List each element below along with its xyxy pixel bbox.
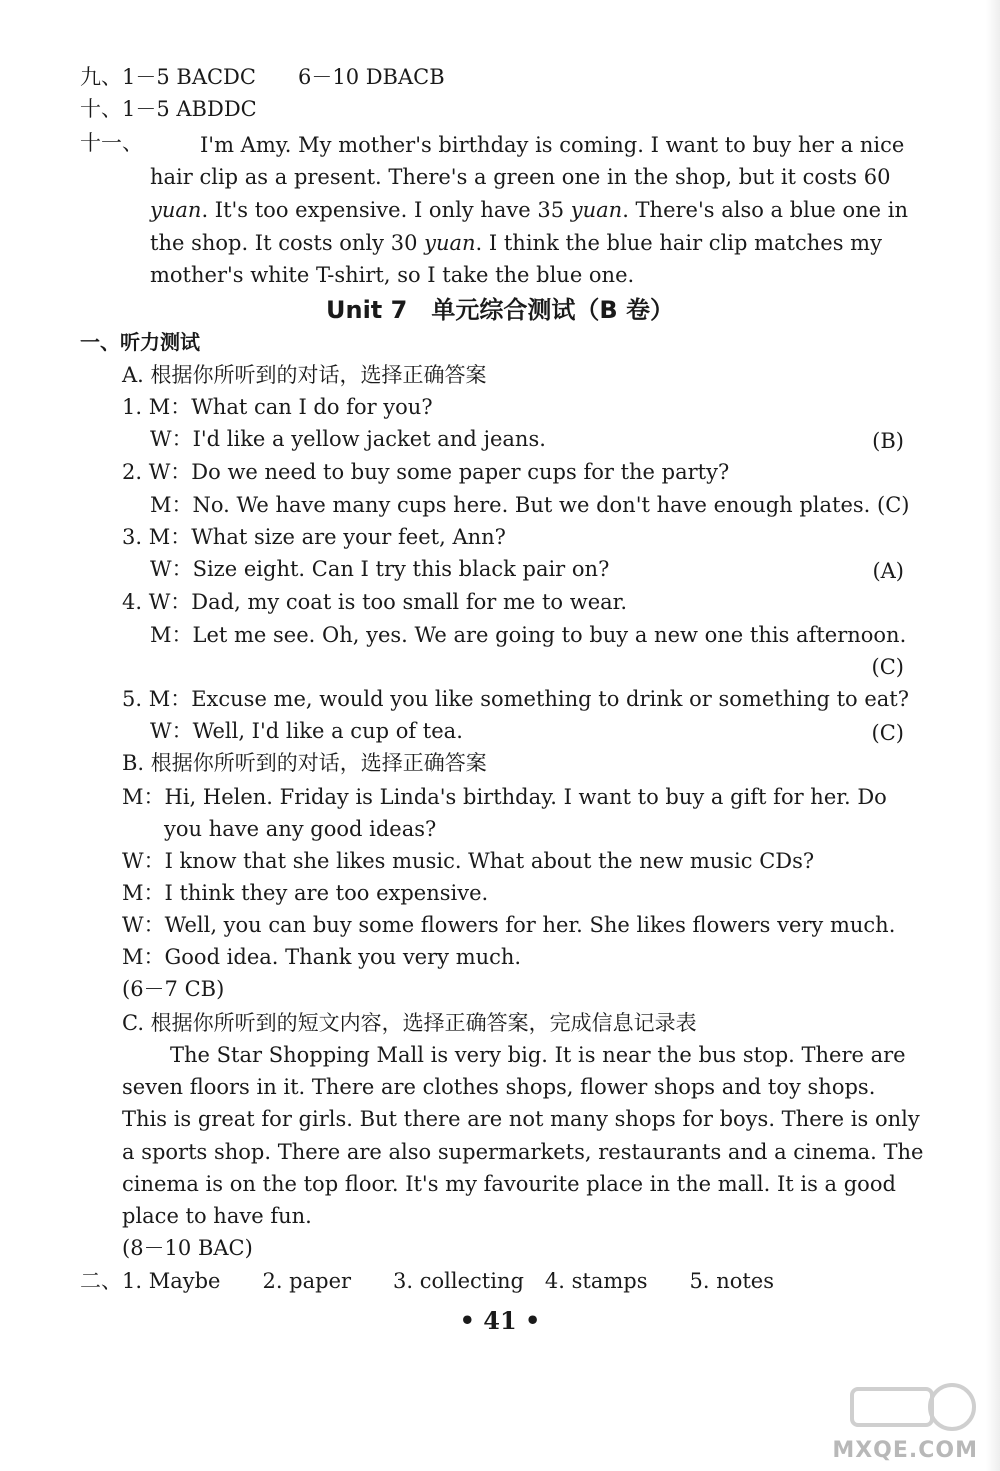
passage-text: the shop. It costs only 30 <box>150 231 425 255</box>
scan-edge-shadow <box>986 0 1000 1471</box>
part-b-answer: (6－7 CB) <box>122 977 225 1001</box>
q5-m-line: 5. M：Excuse me, would you like something to drink or something to eat? <box>122 687 909 711</box>
part-c-instruction: C. 根据你所听到的短文内容，选择正确答案，完成信息记录表 <box>122 1011 697 1035</box>
q4-m-line: M：Let me see. Oh, yes. We are going to buy a new one this afternoon. <box>150 623 907 647</box>
q5-answer: (C) <box>871 721 904 745</box>
answer-line-11-label: 十一、 <box>80 131 143 155</box>
q1-w-line: W：I'd like a yellow jacket and jeans. <box>150 427 546 451</box>
paragraph-line-1: The Star Shopping Mall is very big. It is near the bus stop. There are <box>170 1043 906 1067</box>
dialogue-line-1-cont: you have any good ideas? <box>164 817 437 841</box>
passage-text: . There's also a blue one in <box>622 198 909 222</box>
part-b-instruction: B. 根据你所听到的对话，选择正确答案 <box>122 751 487 775</box>
answer-line-10: 十、1－5 ABDDC <box>80 97 257 121</box>
italic-word: yuan <box>424 231 476 255</box>
section-listening-heading: 一、听力测试 <box>80 330 200 354</box>
italic-word: yuan <box>570 198 623 222</box>
section-two-answers: 二、1. Maybe 2. paper 3. collecting 4. stamps 5. notes <box>80 1269 775 1293</box>
q3-m-line: 3. M：What size are your feet, Ann? <box>122 525 506 549</box>
q3-w-line: W：Size eight. Can I try this black pair on? <box>150 557 610 581</box>
paragraph-line-6: place to have fun. <box>122 1204 312 1228</box>
q5-w-line: W：Well, I'd like a cup of tea. <box>150 719 463 743</box>
q1-m-line: 1. M：What can I do for you? <box>122 395 433 419</box>
dialogue-line-1: M：Hi, Helen. Friday is Linda's birthday. I want to buy a gift for her. Do <box>122 785 887 809</box>
paragraph-line-2: seven floors in it. There are clothes shops, flower shops and toy shops. <box>122 1075 876 1099</box>
paragraph-line-5: cinema is on the top floor. It's my favourite place in the mall. It is a good <box>122 1172 896 1196</box>
paragraph-line-4: a sports shop. There are also supermarkets, restaurants and a cinema. The <box>122 1140 924 1164</box>
q4-w-line: 4. W：Dad, my coat is too small for me to wear. <box>122 590 628 614</box>
q2-m-line: M：No. We have many cups here. But we don't have enough plates. (C) <box>150 493 910 517</box>
part-c-answer: (8－10 BAC) <box>122 1236 253 1260</box>
passage-line-3 <box>150 195 908 225</box>
passage-line-1: I'm Amy. My mother's birthday is coming. I want to buy her a nice <box>200 133 905 157</box>
q1-answer: (B) <box>872 429 904 453</box>
part-a-instruction: A. 根据你所听到的对话，选择正确答案 <box>122 363 487 387</box>
passage-line-4 <box>150 228 882 258</box>
paragraph-line-3: This is great for girls. But there are not many shops for boys. There is only <box>122 1107 920 1131</box>
dialogue-line-3: M：I think they are too expensive. <box>122 881 489 905</box>
passage-text: . It's too expensive. I only have 35 <box>201 198 571 222</box>
answer-line-9: 九、1－5 BACDC 6－10 DBACB <box>80 65 445 89</box>
passage-text: . I think the blue hair clip matches my <box>475 231 882 255</box>
page-number: • 41 • <box>459 1306 541 1335</box>
italic-word: yuan <box>150 198 202 222</box>
watermark-text: MXQE.COM <box>832 1438 978 1463</box>
unit-heading: Unit 7 单元综合测试（B 卷） <box>326 296 674 324</box>
q3-answer: (A) <box>872 559 904 583</box>
passage-line-5: mother's white T-shirt, so I take the blue one. <box>150 263 635 287</box>
passage-line-2: hair clip as a present. There's a green one in the shop, but it costs 60 <box>150 165 891 189</box>
q4-answer: (C) <box>871 655 904 679</box>
dialogue-line-2: W：I know that she likes music. What about the new music CDs? <box>122 849 815 873</box>
dialogue-line-5: M：Good idea. Thank you very much. <box>122 945 522 969</box>
dialogue-line-4: W：Well, you can buy some flowers for her. She likes flowers very much. <box>122 913 896 937</box>
q2-w-line: 2. W：Do we need to buy some paper cups for the party? <box>122 460 730 484</box>
